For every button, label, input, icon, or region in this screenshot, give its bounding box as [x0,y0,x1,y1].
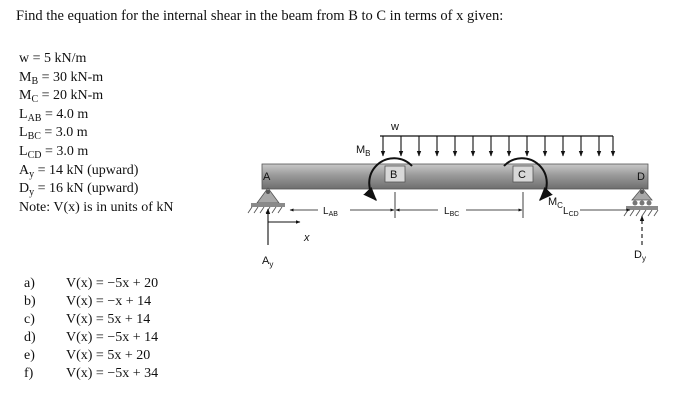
roller-support-d [624,188,658,216]
reaction-dy [634,216,646,263]
load-arrows [383,136,613,156]
reaction-ay [262,209,273,269]
given-mc: $M_C = 20$ kN-m [19,88,104,106]
given-lab: $L_{AB} = 4.0$ m [19,106,89,124]
distributed-load [380,121,613,156]
choice-a[interactable]: a) V(x) = −5x + 20 [24,276,159,291]
reaction-ay-label: $A_y$ [262,255,274,269]
given-mb: $M_B = 30$ kN-m [19,69,104,87]
reaction-dy-label: $D_y$ [634,249,646,263]
given-dy: $D_y = 16$ kN (upward) [19,181,139,199]
x-axis-label: x [304,232,310,244]
given-lcd: $L_{CD} = 3.0$ m [19,143,89,161]
beam [262,164,648,189]
moment-b-label: $M_B$ [356,144,371,158]
given-ay: $A_y = 14$ kN (upward) [19,162,139,180]
x-axis [268,222,310,244]
question-text: Find the equation for the internal shear in the beam from B to C in terms of x given: [16,8,504,24]
choice-f[interactable]: f) V(x) = −5x + 34 [24,366,159,381]
pin-support-a [248,188,285,213]
choice-c[interactable]: c) V(x) = 5x + 14 [24,312,151,327]
choice-d[interactable]: d) V(x) = −5x + 14 [24,330,159,345]
given-note: Note: V(x) is in units of kN [19,199,174,215]
given-w: w = 5 kN/m [19,51,87,66]
point-d-label: D [637,171,645,183]
choice-e[interactable]: e) V(x) = 5x + 20 [24,348,151,363]
point-b-label: B [390,169,398,181]
len-cd-label: $L_{CD}$ [563,206,579,218]
load-label: w [391,121,399,133]
dimension-lines [290,192,630,218]
moment-c-label: $M_C$ [548,196,563,210]
point-c-label: C [518,169,526,181]
len-ab-label: $L_{AB}$ [323,206,338,218]
point-a-label: A [263,171,271,183]
len-bc-label: $L_{BC}$ [444,206,460,218]
choice-b[interactable]: b) V(x) = −x + 14 [24,294,152,309]
given-lbc: $L_{BC} = 3.0$ m [19,125,88,143]
